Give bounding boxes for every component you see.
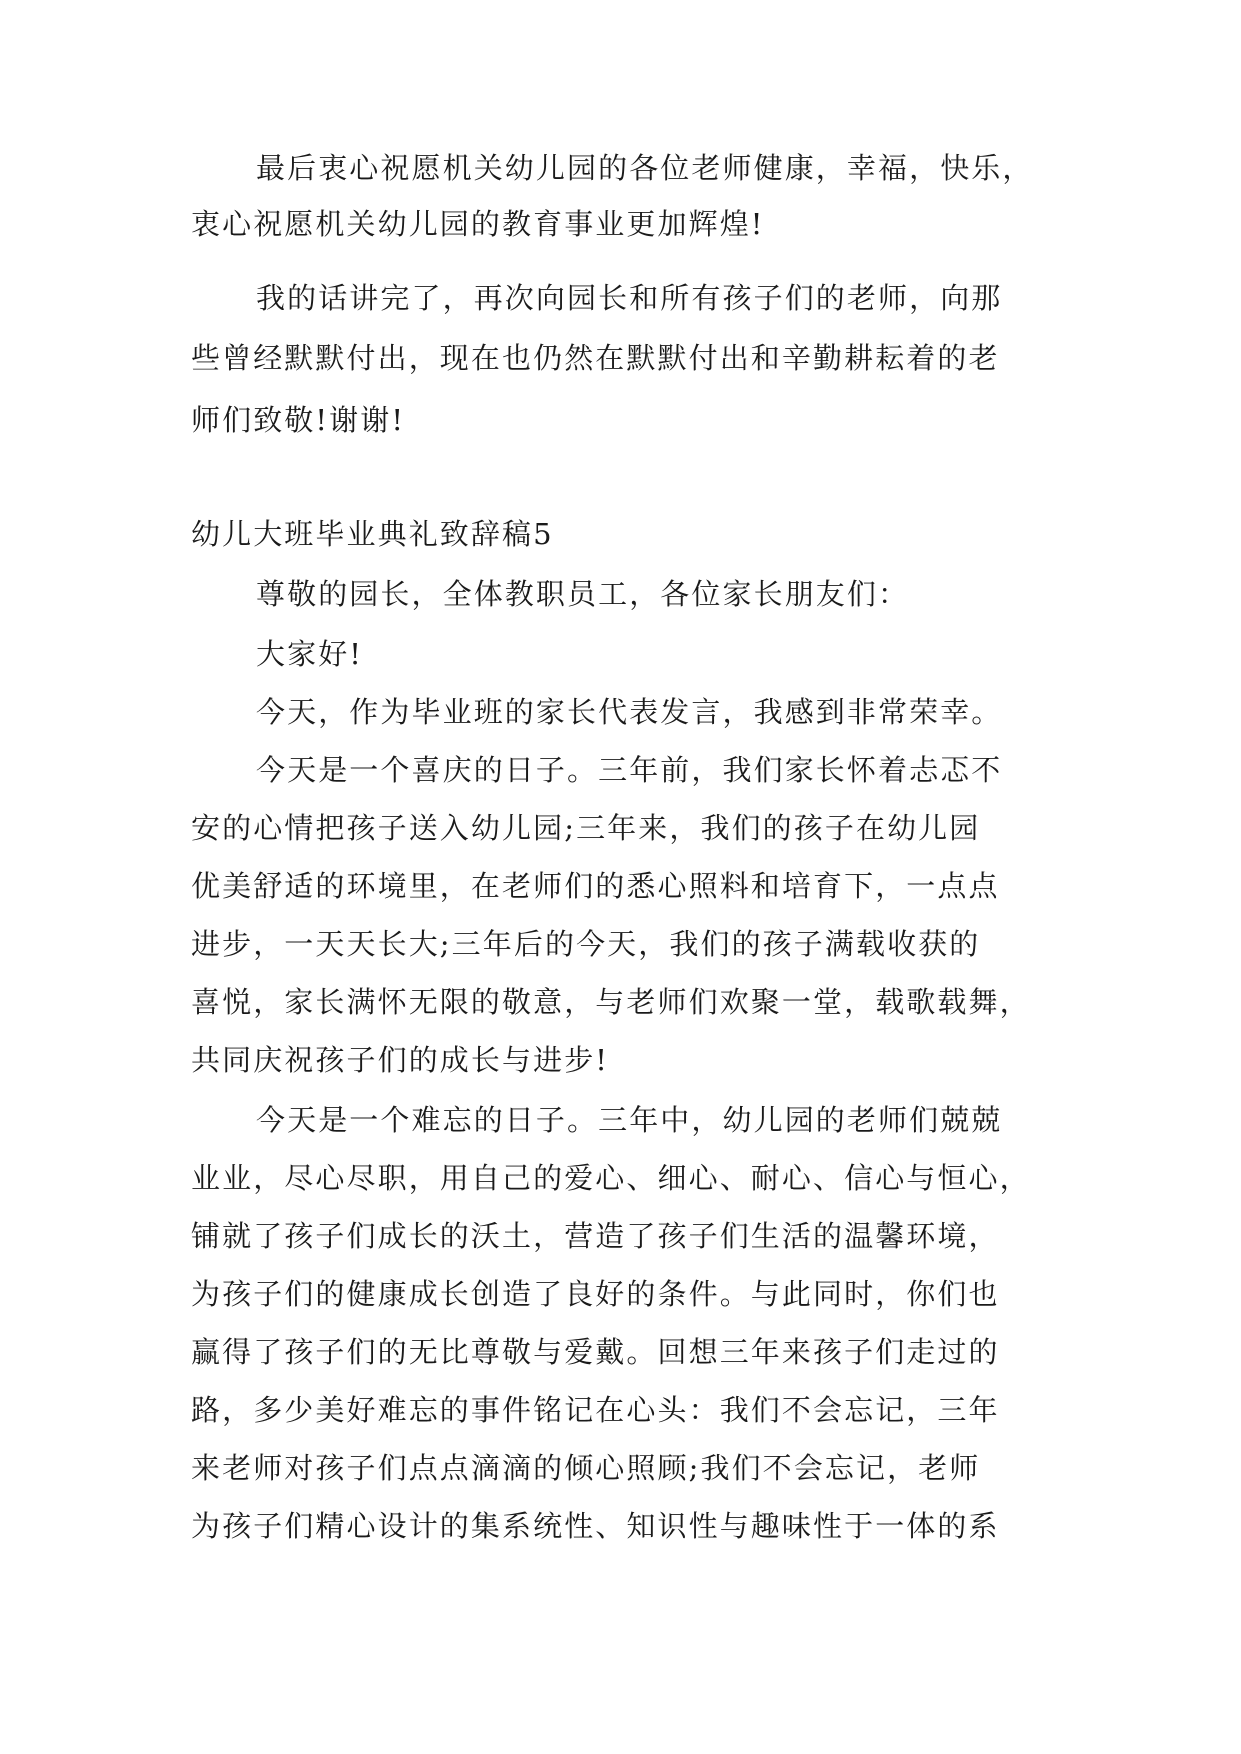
paragraph-line: 衷心祝愿机关幼儿园的教育事业更加辉煌!	[191, 207, 765, 241]
paragraph-line: 今天，作为毕业班的家长代表发言，我感到非常荣幸。	[256, 695, 1003, 729]
paragraph-line: 师们致敬!谢谢!	[191, 403, 406, 437]
paragraph-line: 喜悦，家长满怀无限的敬意，与老师们欢聚一堂，载歌载舞，	[191, 985, 1031, 1019]
paragraph-line: 业业，尽心尽职，用自己的爱心、细心、耐心、信心与恒心，	[191, 1161, 1031, 1195]
paragraph-line: 为孩子们精心设计的集系统性、知识性与趣味性于一体的系	[191, 1509, 1000, 1543]
paragraph-line: 赢得了孩子们的无比尊敬与爱戴。回想三年来孩子们走过的	[191, 1335, 1000, 1369]
paragraph-line: 最后衷心祝愿机关幼儿园的各位老师健康，幸福，快乐，	[256, 151, 1034, 185]
section-heading: 幼儿大班毕业典礼致辞稿5	[191, 517, 554, 551]
paragraph-line: 尊敬的园长，全体教职员工，各位家长朋友们：	[256, 577, 910, 611]
paragraph-line: 安的心情把孩子送入幼儿园;三年来，我们的孩子在幼儿园	[191, 811, 981, 845]
paragraph-line: 今天是一个难忘的日子。三年中，幼儿园的老师们兢兢	[256, 1103, 1003, 1137]
paragraph-line: 大家好!	[256, 637, 364, 671]
paragraph-line: 优美舒适的环境里，在老师们的悉心照料和培育下，一点点	[191, 869, 1000, 903]
paragraph-line: 些曾经默默付出，现在也仍然在默默付出和辛勤耕耘着的老	[191, 341, 1000, 375]
paragraph-line: 为孩子们的健康成长创造了良好的条件。与此同时，你们也	[191, 1277, 1000, 1311]
paragraph-line: 来老师对孩子们点点滴滴的倾心照顾;我们不会忘记，老师	[191, 1451, 981, 1485]
paragraph-line: 今天是一个喜庆的日子。三年前，我们家长怀着忐忑不	[256, 753, 1003, 787]
paragraph-line: 我的话讲完了，再次向园长和所有孩子们的老师，向那	[256, 281, 1003, 315]
paragraph-line: 共同庆祝孩子们的成长与进步!	[191, 1043, 610, 1077]
paragraph-line: 铺就了孩子们成长的沃土，营造了孩子们生活的温馨环境，	[191, 1219, 1000, 1253]
paragraph-line: 进步，一天天长大;三年后的今天，我们的孩子满载收获的	[191, 927, 981, 961]
paragraph-line: 路，多少美好难忘的事件铭记在心头：我们不会忘记，三年	[191, 1393, 1000, 1427]
